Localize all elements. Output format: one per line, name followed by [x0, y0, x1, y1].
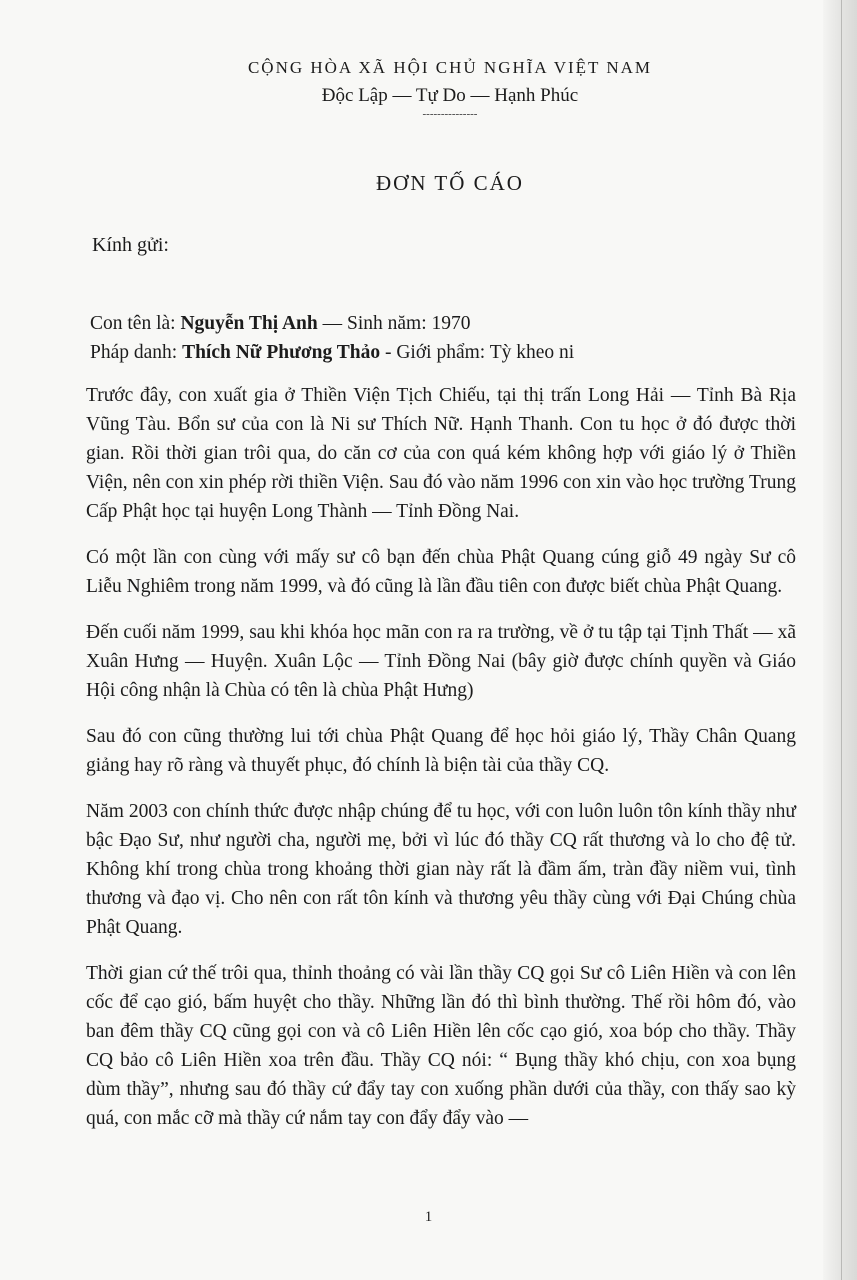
- dharma-label: Pháp danh:: [90, 342, 183, 363]
- paragraph: Thời gian cứ thế trôi qua, thỉnh thoảng có vài lần thầy CQ gọi Sư cô Liên Hiền và con lên cốc để cạo gió, bấm huyệt cho thầy. Những lần đó thì bình thường. Thế rồi hôm đó, vào ban đêm thầy CQ cũng gọi con và cô Liên Hiền lên cốc cạo gió, xoa bóp cho thầy. Thầy CQ bảo cô Liên Hiền xoa trên đầu. Thầy CQ nói: “ Bụng thầy khó chịu, con xoa bụng dùm thầy”, nhưng sau đó thầy cứ đẩy tay con xuống phần dưới của thầy, con thấy sao kỳ quá, con mắc cỡ mà thầy cứ nắm tay con đẩy đẩy vào —: [86, 963, 796, 1129]
- ordination-rank: - Giới phẩm: Tỳ kheo ni: [380, 342, 575, 363]
- page-number: 1: [424, 1209, 433, 1225]
- identity-block: [90, 309, 574, 367]
- dharma-name: Thích Nữ Phương Thảo: [182, 342, 381, 363]
- national-title: CỘNG HÒA XÃ HỘI CHỦ NGHĨA VIỆT NAM: [247, 58, 653, 77]
- name-label: Con tên là:: [90, 313, 181, 334]
- letter-body: [86, 381, 796, 1150]
- national-header: [0, 56, 857, 120]
- document-title: ĐƠN TỐ CÁO: [376, 171, 524, 195]
- header-divider: ---------------: [422, 108, 478, 120]
- paragraph: Sau đó con cũng thường lui tới chùa Phật Quang để học hỏi giáo lý, Thầy Chân Quang giảng hay rõ ràng và thuyết phục, đó chính là biện tài của thầy CQ.: [86, 726, 796, 776]
- national-motto: Độc Lập — Tự Do — Hạnh Phúc: [321, 85, 579, 106]
- name-line: [90, 309, 574, 338]
- paragraph: Năm 2003 con chính thức được nhập chúng để tu học, với con luôn luôn tôn kính thầy như bậc Đạo Sư, như người cha, người mẹ, bởi vì lúc đó thầy CQ rất thương và lo cho đệ tử. Không khí trong chùa trong khoảng thời gian này rất là đầm ấm, tràn đầy niềm vui, tình thương và đạo vị. Cho nên con rất tôn kính và thương yêu thầy cùng với Đại Chúng chùa Phật Quang.: [86, 801, 796, 938]
- salutation: Kính gửi:: [92, 234, 169, 256]
- paragraph: Trước đây, con xuất gia ở Thiền Viện Tịch Chiếu, tại thị trấn Long Hải — Tỉnh Bà Rịa Vũng Tàu. Bổn sư của con là Ni sư Thích Nữ. Hạnh Thanh. Con tu học ở đó được thời gian. Rồi thời gian trôi qua, do căn cơ của con quá kém không hợp với giáo lý ở Thiền Viện, nên con xin phép rời thiền Viện. Sau đó vào năm 1996 con xin vào học trường Trung Cấp Phật học tại huyện Long Thành — Tỉnh Đồng Nai.: [86, 385, 796, 522]
- paragraph: Đến cuối năm 1999, sau khi khóa học mãn con ra ra trường, về ở tu tập tại Tịnh Thất — xã Xuân Hưng — Huyện. Xuân Lộc — Tỉnh Đồng Nai (bây giờ được chính quyền và Giáo Hội công nhận là Chùa có tên là chùa Phật Hưng): [86, 622, 796, 701]
- birth-year: — Sinh năm: 1970: [317, 313, 471, 334]
- paragraph: Có một lần con cùng với mấy sư cô bạn đến chùa Phật Quang cúng giỗ 49 ngày Sư cô Liễu Nghiêm trong năm 1999, và đó cũng là lần đầu tiên con được biết chùa Phật Quang.: [86, 547, 796, 597]
- person-name: Nguyễn Thị Anh: [180, 313, 318, 334]
- dharma-line: [90, 338, 574, 367]
